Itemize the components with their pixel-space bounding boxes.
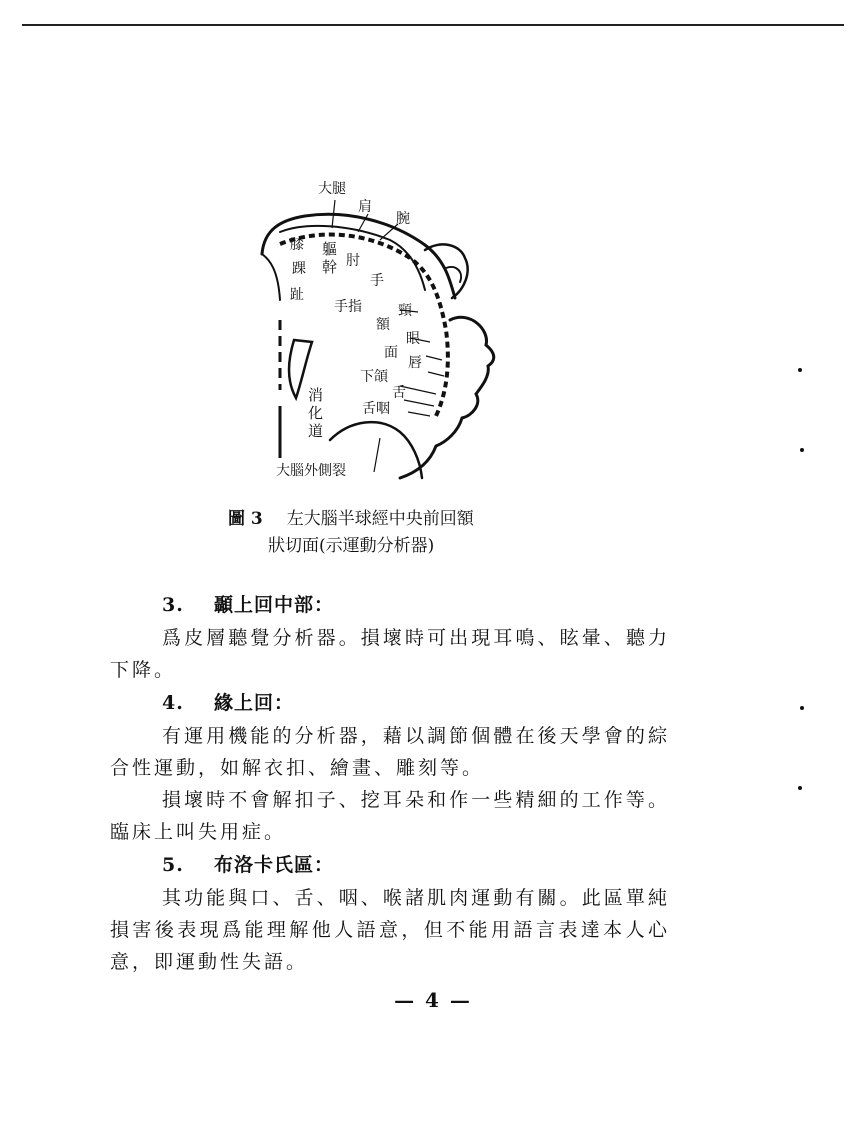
scan-speck <box>798 786 802 790</box>
label-face: 面 <box>384 345 398 361</box>
label-neck: 頸 <box>398 303 412 319</box>
label-lateral-fissure: 大腦外側裂 <box>276 463 346 479</box>
scan-speck <box>800 448 804 452</box>
label-lip: 唇 <box>408 355 422 371</box>
section-title: 緣上回： <box>214 692 295 714</box>
section-number: 3. <box>162 594 184 616</box>
label-thigh: 大腿 <box>318 181 346 197</box>
label-digestive-tract: 消化道 <box>308 386 324 440</box>
top-rule <box>22 24 844 26</box>
label-elbow: 肘 <box>346 253 360 269</box>
label-eye: 眼 <box>406 331 420 347</box>
figure-caption-text1: 左大腦半球經中央前回額 <box>286 509 474 529</box>
paragraph: 損壞時不會解扣子、挖耳朵和作一些精細的工作等。臨床上叫失用症。 <box>110 789 670 843</box>
page-number: — 4 — <box>394 988 472 1012</box>
section-heading-5 <box>110 850 670 880</box>
figure-caption-line2: 狀切面(示運動分析器) <box>268 536 435 556</box>
paragraph: 有運用機能的分析器，藉以調節個體在後天學會的綜合性運動，如解衣扣、繪畫、雕刻等。 <box>110 725 670 779</box>
body-text <box>110 588 670 978</box>
label-wrist: 腕 <box>396 211 410 227</box>
label-ankle: 踝 <box>292 261 306 277</box>
section-number: 4. <box>162 692 184 714</box>
figure-number: 圖 3 <box>228 509 263 529</box>
label-toe: 趾 <box>290 287 304 303</box>
label-pharynx: 舌咽 <box>362 401 390 417</box>
figure-caption-line1 <box>228 506 474 532</box>
label-forehead: 額 <box>376 317 390 333</box>
section-number: 5. <box>162 854 184 876</box>
section-title: 布洛卡氏區： <box>214 854 335 876</box>
label-tongue: 舌 <box>392 385 406 401</box>
section-heading-3 <box>110 590 670 620</box>
brain-section-drawing <box>250 180 520 490</box>
scan-speck <box>798 368 802 372</box>
label-trunk: 軀幹 <box>322 240 338 276</box>
label-shoulder: 肩 <box>358 199 372 215</box>
label-jaw: 下頜 <box>360 369 388 385</box>
label-hand: 手 <box>370 273 384 289</box>
scan-speck <box>800 706 804 710</box>
paragraph: 爲皮層聽覺分析器。損壞時可出現耳鳴、眩暈、聽力下降。 <box>110 627 670 681</box>
section-heading-4 <box>110 688 670 718</box>
label-finger: 手指 <box>334 299 362 315</box>
label-knee: 膝 <box>290 237 304 253</box>
section-title: 顳上回中部： <box>214 594 335 616</box>
brain-motor-homunculus-figure <box>250 180 520 490</box>
paragraph: 其功能與口、舌、咽、喉諸肌肉運動有關。此區單純損害後表現爲能理解他人語意，但不能用語言表達本人心意，即運動性失語。 <box>110 887 670 973</box>
